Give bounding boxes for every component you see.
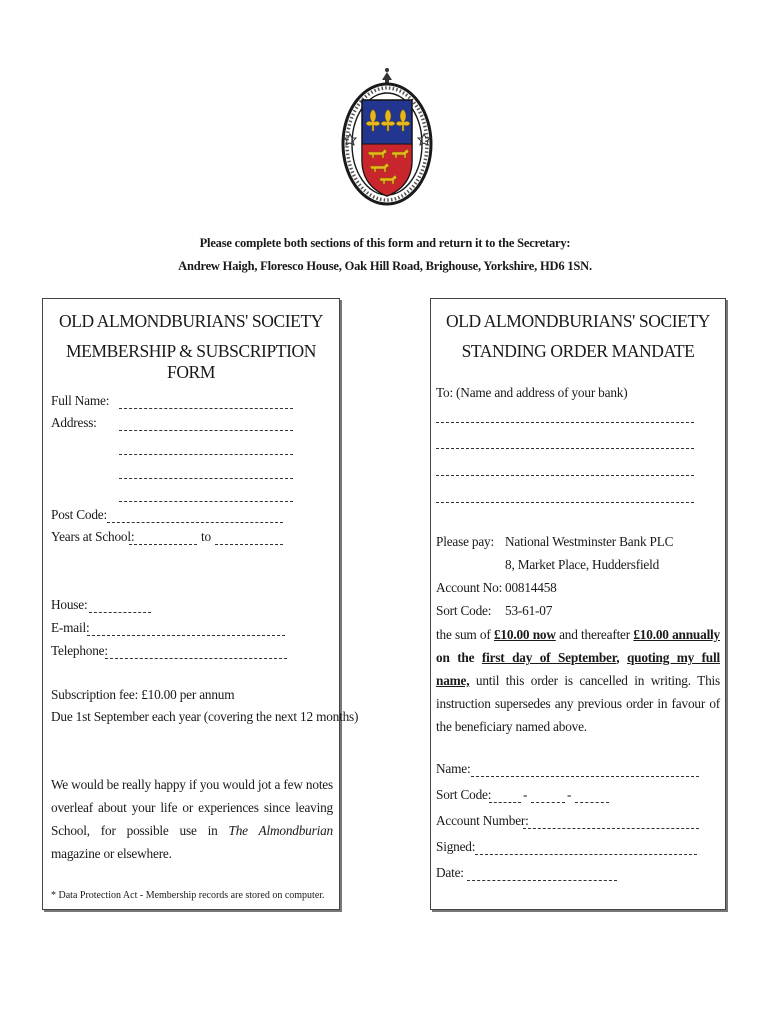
please-pay-label: Please pay: [436, 534, 494, 549]
name-label: Name: [436, 761, 471, 776]
crest-top-ornament-icon [382, 68, 392, 84]
sort-code-field-2[interactable] [531, 802, 565, 803]
signature-field[interactable] [475, 854, 697, 855]
post-code-field[interactable] [107, 522, 283, 523]
years-from-field[interactable] [129, 544, 197, 545]
full-name-field[interactable] [119, 408, 293, 409]
secretary-address: Andrew Haigh, Floresco House, Oak Hill Road, Brighouse, Yorkshire, HD6 1SN. [178, 259, 592, 273]
bank-address-label: To: (Name and address of your bank) [436, 385, 628, 400]
sort-code-separator-1: - [523, 787, 528, 802]
subscription-due-text: Due 1st September each year (covering the next 12 months) [51, 709, 359, 724]
sort-code-separator-2: - [567, 787, 572, 802]
subscription-fee-text: Subscription fee: £10.00 per annum [51, 687, 235, 702]
bank-address-field-line-2[interactable] [436, 448, 694, 449]
membership-title-line-1: OLD ALMONDBURIANS' SOCIETY [58, 311, 323, 331]
account-number-label: Account Number: [436, 813, 529, 828]
sort-code-label: Sort Code: [436, 603, 492, 618]
account-no-label: Account No: [436, 580, 503, 595]
post-code-label: Post Code: [51, 507, 107, 522]
data-protection-note: * Data Protection Act - Membership records are stored on computer. [51, 890, 325, 901]
bank-address-field-line-3[interactable] [436, 475, 694, 476]
account-number-field[interactable] [523, 828, 699, 829]
bank-address-field-line-1[interactable] [436, 422, 694, 423]
magazine-title: The Almondburian [228, 823, 333, 838]
full-name-label: Full Name: [51, 393, 110, 408]
quoting-name-instruction: quoting my full name, [436, 650, 720, 688]
telephone-label: Telephone: [51, 643, 108, 658]
telephone-field[interactable] [105, 658, 287, 659]
signed-label: Signed: [436, 839, 476, 854]
house-label: House: [51, 597, 88, 612]
payment-instruction-paragraph: the sum of £10.00 now and thereafter £10.00 annually on the first day of September, quoting my full name, until this order is cancelled in writing. This instruction supersedes any previous order in favour of the beneficiary named above. [436, 627, 721, 734]
bank-address-field-line-4[interactable] [436, 502, 694, 503]
date-label: Date: [436, 865, 464, 880]
address-field-line-4[interactable] [119, 501, 293, 502]
address-field-line-1[interactable] [119, 430, 293, 431]
sort-code-field-3[interactable] [575, 802, 609, 803]
amount-annually: £10.00 annually [633, 627, 721, 642]
years-to-label: to [201, 529, 211, 544]
beneficiary-bank-name: National Westminster Bank PLC [505, 534, 674, 549]
sort-code-field-label: Sort Code: [436, 787, 492, 802]
membership-title-line-2: MEMBERSHIP & SUBSCRIPTION FORM [66, 341, 316, 382]
standing-order-panel [430, 298, 726, 910]
address-field-line-3[interactable] [119, 478, 293, 479]
address-label: Address: [51, 415, 97, 430]
beneficiary-bank-address: 8, Market Place, Huddersfield [505, 557, 660, 572]
years-to-field[interactable] [215, 544, 283, 545]
payment-day: first day of September [481, 650, 617, 665]
notes-paragraph: We would be really happy if you would jot a few notes overleaf about your life or experiences since leaving School, for possible use in The Almondburian magazine or elsewhere. [51, 777, 333, 861]
mandate-title-line-1: OLD ALMONDBURIANS' SOCIETY [445, 311, 710, 331]
account-no-value: 00814458 [505, 580, 557, 595]
membership-form-panel [42, 298, 359, 910]
email-label: E-mail: [51, 620, 90, 635]
date-field[interactable] [467, 880, 617, 881]
address-field-line-2[interactable] [119, 454, 293, 455]
sort-code-value: 53-61-07 [505, 603, 553, 618]
amount-now: £10.00 now [493, 627, 556, 642]
years-at-school-label: Years at School: [51, 529, 135, 544]
shield-icon [362, 100, 412, 196]
sort-code-field-1[interactable] [489, 802, 521, 803]
house-field[interactable] [89, 612, 151, 613]
society-crest-logo [340, 64, 434, 214]
name-field[interactable] [471, 776, 699, 777]
email-field[interactable] [87, 635, 285, 636]
instructions-line-1: Please complete both sections of this form and return it to the Secretary: [199, 236, 571, 250]
mandate-title-line-2: STANDING ORDER MANDATE [461, 341, 695, 361]
